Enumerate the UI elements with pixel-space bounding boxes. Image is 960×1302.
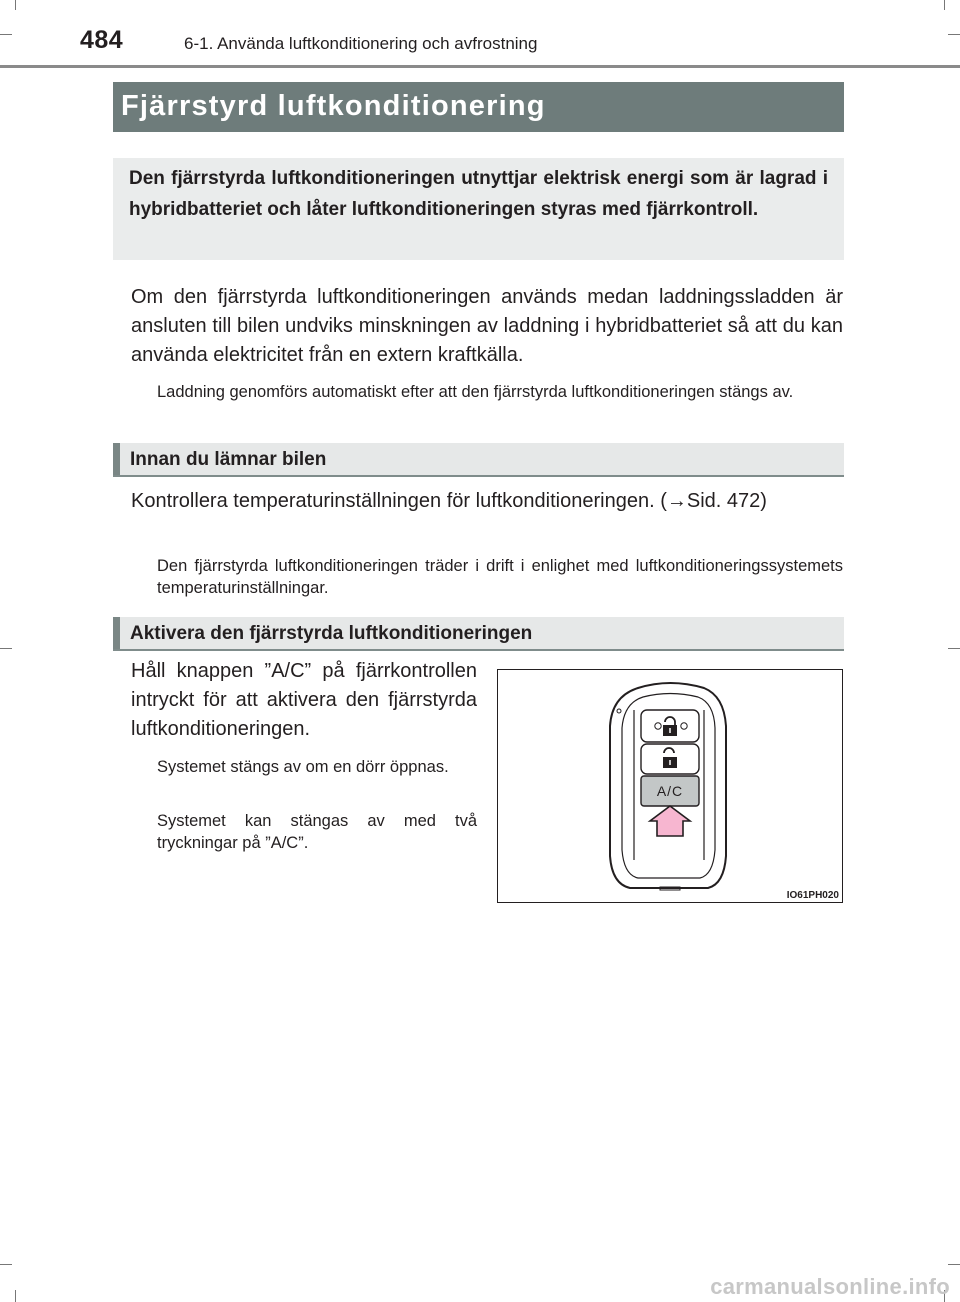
running-header: 6-1. Använda luftkonditionering och avfrostning xyxy=(184,34,538,53)
watermark: carmanualsonline.info xyxy=(710,1274,950,1299)
section1-note: Den fjärrstyrda luftkonditioneringen träder i drift i enlighet med luftkonditioneringssystemets temperaturinställningar. xyxy=(157,557,843,597)
header-rule xyxy=(0,65,960,68)
page-number: 484 xyxy=(80,26,124,54)
crop-mark xyxy=(0,648,12,649)
crop-mark xyxy=(15,1290,16,1302)
section2-note-2: Systemet kan stängas av med två tryckningar på ”A/C”. xyxy=(157,812,477,852)
key-fob-figure xyxy=(497,669,843,903)
section-heading-text: Aktivera den fjärrstyrda luftkonditioneringen xyxy=(130,623,533,644)
crop-mark xyxy=(948,34,960,35)
intro-box: Den fjärrstyrda luftkonditioneringen utnyttjar elektrisk energi som är lagrad i hybridbatteriet och låter luftkonditioneringen styras med fjärrkontroll. xyxy=(113,158,844,260)
crop-mark xyxy=(948,648,960,649)
note-charging: Laddning genomförs automatiskt efter att den fjärrstyrda luftkonditioneringen stängs av. xyxy=(157,383,794,401)
crop-mark xyxy=(944,0,945,10)
page-title: Fjärrstyrd luftkonditionering xyxy=(113,82,844,132)
ac-button-label: A/C xyxy=(656,783,684,799)
crop-mark xyxy=(948,1264,960,1265)
section1-body: Kontrollera temperaturinställningen för luftkonditioneringen. (→Sid. 472) xyxy=(131,490,767,512)
crop-mark xyxy=(15,0,16,10)
section-heading-text: Innan du lämnar bilen xyxy=(130,449,327,470)
section2-body: Håll knappen ”A/C” på fjärrkontrollen intryckt för att aktivera den fjärrstyrda luftkonditioneringen. xyxy=(131,660,477,740)
figure-code: IO61PH020 xyxy=(786,890,839,901)
crop-mark xyxy=(0,1264,12,1265)
paragraph-main: Om den fjärrstyrda luftkonditioneringen används medan laddningssladden är ansluten till bilen undviks minskningen av laddning i hybridbatteriet så att du kan använda elektricitet från en extern kraftkälla. xyxy=(131,286,843,366)
section-heading-activate xyxy=(113,617,844,651)
crop-mark xyxy=(0,34,12,35)
heading-bar xyxy=(113,443,120,475)
heading-bar xyxy=(113,617,120,649)
section2-note-1: Systemet stängs av om en dörr öppnas. xyxy=(157,758,449,776)
section-heading-before-leaving xyxy=(113,443,844,477)
